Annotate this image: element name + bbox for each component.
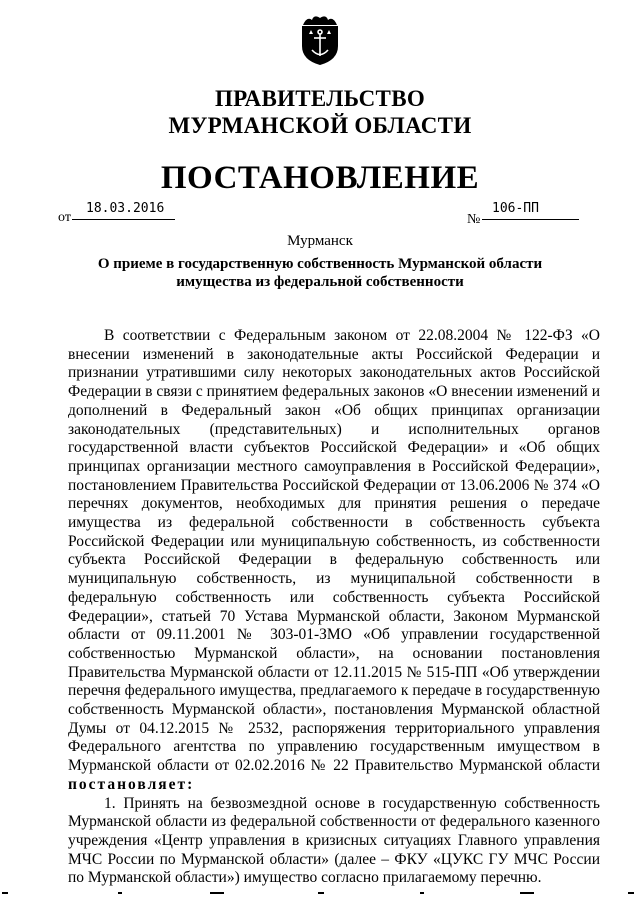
document-number: 106-ПП: [482, 201, 579, 220]
organization-name-line2: МУРМАНСКОЙ ОБЛАСТИ: [168, 113, 472, 138]
document-date: 18.03.2016: [72, 201, 175, 220]
page-bottom-scan-marks: [0, 892, 640, 902]
preamble-text: В соответствии с Федеральным законом от 22.08.2004 № 122-ФЗ «О внесении изменений в законодательные акты Российской Федерации и признании утратившими силу некоторых законодательных актов Российской Федерации в связи с принятием федеральных законов «О внесении изменений и дополнений в Федеральный закон «Об общих принципах организации законодательных (представительных) и исполнительных органов государственной власти субъектов Российской Федерации» и «Об общих принципах организации местного самоуправления в Российской Федерации», постановлением Правительства Российской Федерации от 13.06.2006 № 374 «О перечнях документов, необходимых для принятия решения о передаче имущества из федеральной собственности в собственность субъекта Российской Федерации или муниципальную собственность, из собственности субъекта Российской Федерации в федеральную собственность или муниципальную собственность, из муниципальной собственности в федеральную собственность или собственность субъекта Российской Федерации», статьей 70 Устава Мурманской области, Законом Мурманской области от 09.11.2001 № 303-01-ЗМО «Об управлении государственной собственностью Мурманской области», на основании постановления Правительства Мурманской области от 12.11.2015 № 515-ПП «Об утверждении перечня федерального имущества, предлагаемого к передаче в государственную собственность Мурманской области», постановления Мурманской областной Думы от 04.12.2015 № 2532, распоряжения территориального управления Федерального агентства по управлению государственным имуществом в Мурманской области от 02.02.2016 № 22 Правительство Мурманской области: [68, 327, 600, 775]
scan-mark: [628, 892, 634, 894]
scan-mark: [318, 892, 324, 894]
scan-mark: [210, 892, 224, 894]
scan-mark: [520, 892, 534, 894]
document-body: [68, 327, 600, 888]
scan-mark: [2, 892, 8, 894]
number-prefix: №: [467, 212, 481, 227]
coat-of-arms-emblem: [299, 12, 341, 66]
city-name: Мурманск: [287, 233, 353, 249]
subject-line2: имущества из федеральной собственности: [176, 274, 464, 290]
subject-line1: О приеме в государственную собственность Мурманской области: [97, 256, 543, 272]
document-type-title: ПОСТАНОВЛЕНИЕ: [160, 160, 480, 196]
date-prefix: от: [58, 210, 71, 225]
organization-name-line1: ПРАВИТЕЛЬСТВО: [214, 86, 426, 111]
scan-mark: [420, 892, 424, 894]
scan-mark: [118, 892, 122, 894]
decree-word: постановляет:: [68, 775, 195, 793]
document-subject: [0, 255, 640, 291]
item-1-paragraph: 1. Принять на безвозмездной основе в государственную собственность Мурманской области из федеральной собственности от федерального казенного учреждения «Центр управления в кризисных ситуациях Главного управления МЧС России по Мурманской области» (далее – ФКУ «ЦУКС ГУ МЧС России по Мурманской области») имущество согласно прилагаемому перечню.: [68, 794, 600, 887]
preamble-paragraph: [68, 327, 600, 795]
